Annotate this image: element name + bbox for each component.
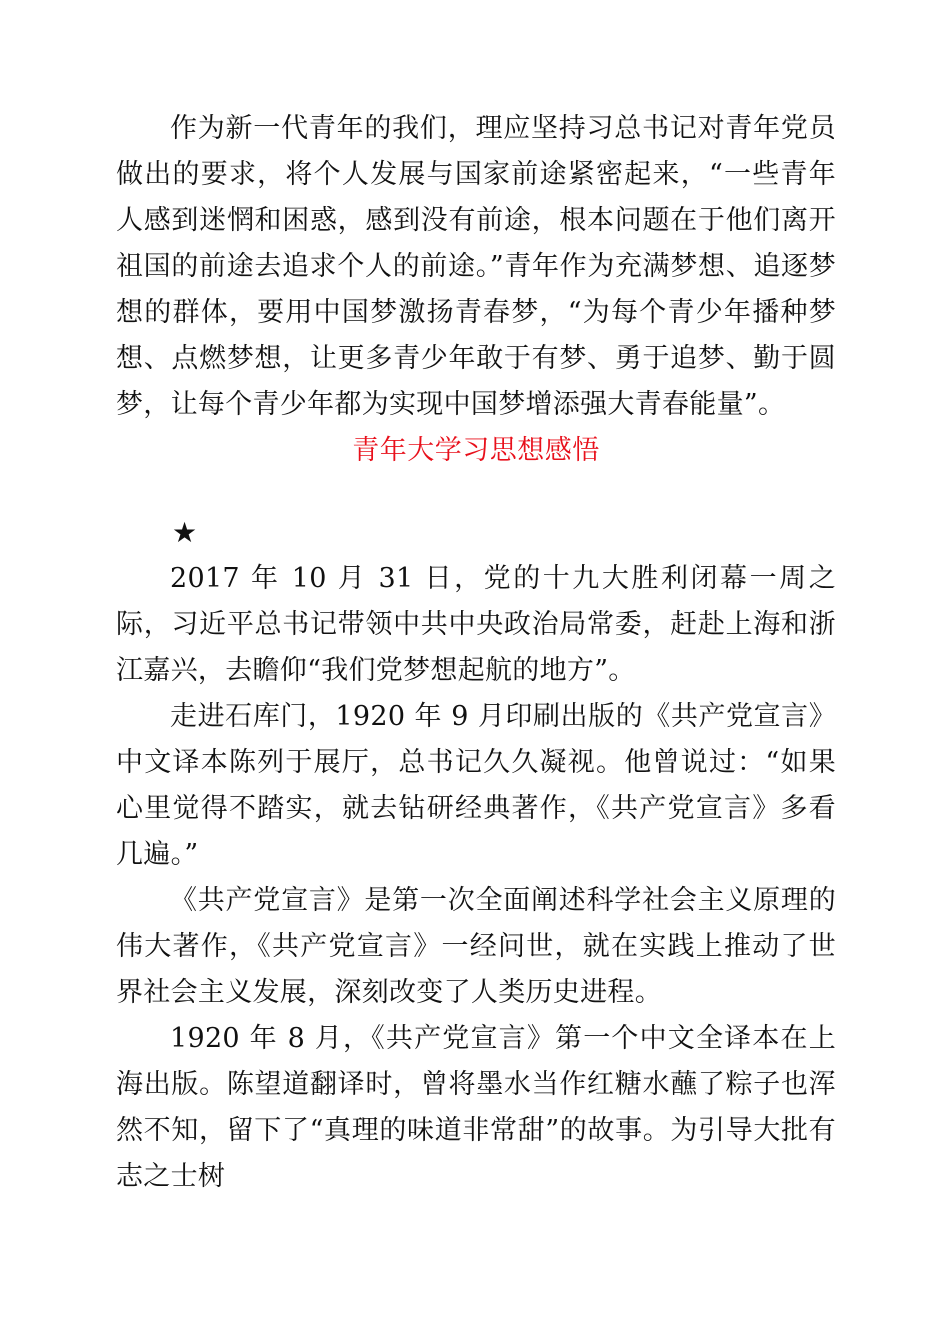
document-page [116,106,836,1200]
body-paragraph: 《共产党宣言》是第一次全面阐述科学社会主义原理的伟大著作，《共产党宣言》一经问世，就在实践上推动了世界社会主义发展，深刻改变了人类历史进程。 [116,885,836,1008]
star-icon: ★ [172,516,198,549]
body-paragraph: 走进石库门，1920 年 9 月印刷出版的《共产党宣言》中文译本陈列于展厅，总书记久久凝视。他曾说过：“如果心里觉得不踏实，就去钻研经典著作，《共产党宣言》多看几遍。” [116,701,836,870]
section-heading: 青年大学习思想感悟 [352,435,600,466]
body-paragraph: 1920 年 8 月，《共产党宣言》第一个中文全译本在上海出版。陈望道翻译时，曾将墨水当作红糖水蘸了粽子也浑然不知，留下了“真理的味道非常甜”的故事。为引导大批有志之士树 [116,1023,836,1192]
body-paragraph: 2017 年 10 月 31 日，党的十九大胜利闭幕一周之际，习近平总书记带领中共中央政治局常委，赶赴上海和浙江嘉兴，去瞻仰“我们党梦想起航的地方”。 [116,563,836,686]
body-paragraph: 作为新一代青年的我们，理应坚持习总书记对青年党员做出的要求，将个人发展与国家前途紧密起来，“一些青年人感到迷惘和困惑，感到没有前途，根本问题在于他们离开祖国的前途去追求个人的前途。”青年作为充满梦想、追逐梦想的群体，要用中国梦激扬青春梦，“为每个青少年播种梦想、点燃梦想，让更多青少年敢于有梦、勇于追梦、勤于圆梦，让每个青少年都为实现中国梦增添强大青春能量”。 [116,113,836,420]
